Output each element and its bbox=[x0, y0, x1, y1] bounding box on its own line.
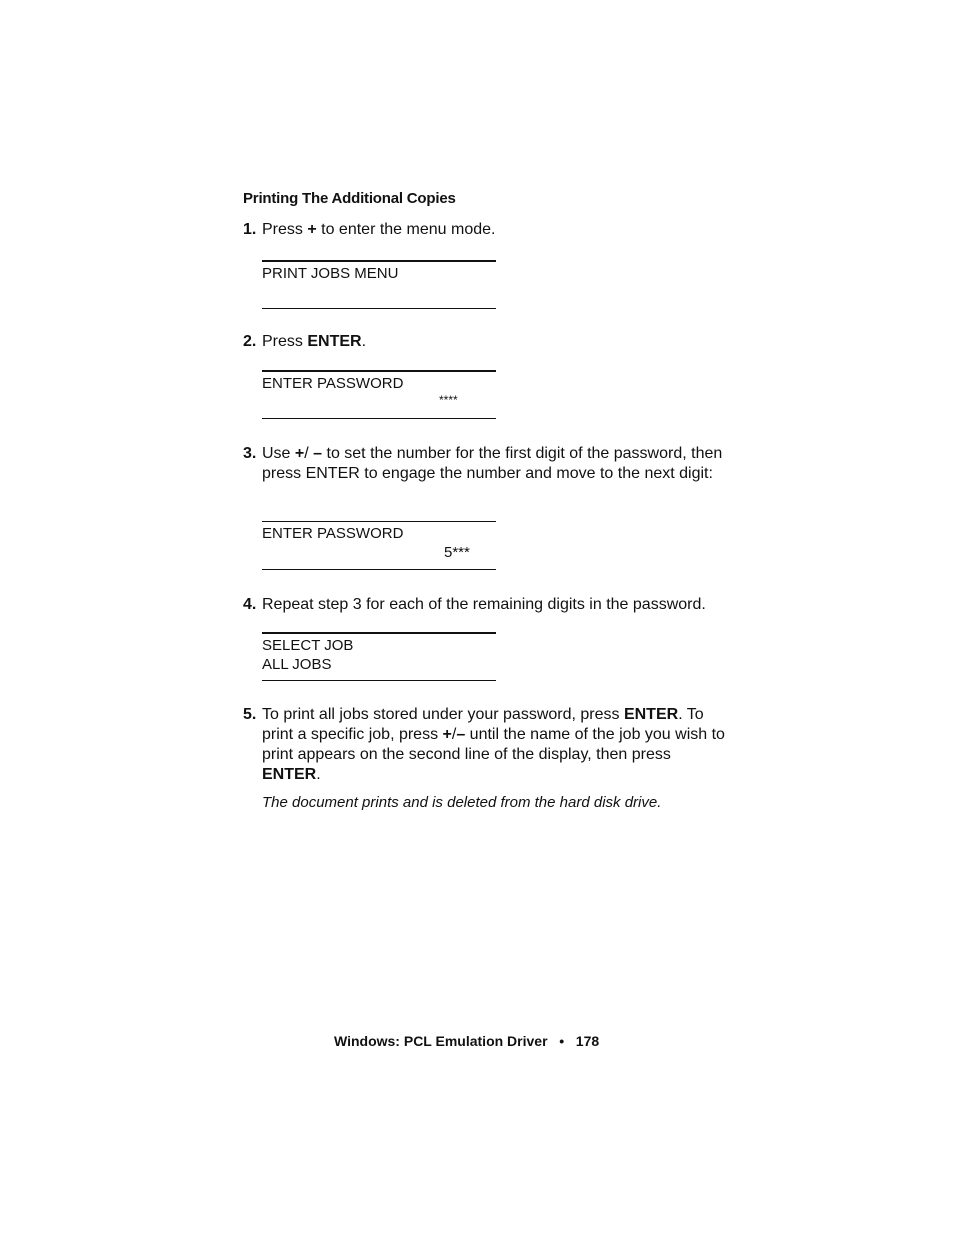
step-text: Repeat step 3 for each of the remaining digits in the password. bbox=[262, 596, 706, 613]
step-2 bbox=[243, 332, 733, 352]
step-number: 3. bbox=[243, 445, 257, 462]
display-line-1: ENTER PASSWORD bbox=[262, 375, 404, 392]
lcd-display-1 bbox=[262, 260, 496, 309]
step-3 bbox=[243, 444, 733, 484]
footer-bullet: • bbox=[559, 1033, 565, 1049]
step-text: Press + to enter the menu mode. bbox=[262, 221, 496, 238]
step-5 bbox=[243, 705, 733, 785]
step-number: 5. bbox=[243, 706, 257, 723]
display-line-1: PRINT JOBS MENU bbox=[262, 265, 399, 282]
section-heading: Printing The Additional Copies bbox=[243, 190, 456, 207]
step-text: Use +/ – to set the number for the first digit of the password, then press ENTER to engage the number and move to the next digit: bbox=[262, 445, 723, 482]
step-number: 2. bbox=[243, 333, 257, 350]
page-number: 178 bbox=[575, 1033, 600, 1049]
footer-title: Windows: PCL Emulation Driver bbox=[334, 1033, 548, 1049]
step-number: 1. bbox=[243, 221, 257, 238]
step-4 bbox=[243, 595, 733, 615]
page-footer bbox=[334, 1033, 599, 1049]
step-text: Press ENTER. bbox=[262, 333, 367, 350]
display-line-2: ALL JOBS bbox=[262, 656, 332, 673]
step-text: To print all jobs stored under your password, press ENTER. To print a specific job, press +/– until the name of the job you wish to print appears on the second line of the display, then press ENTER. bbox=[262, 706, 725, 783]
display-line-2: 5*** bbox=[444, 544, 470, 561]
display-line-1: SELECT JOB bbox=[262, 637, 354, 654]
display-line-1: ENTER PASSWORD bbox=[262, 525, 404, 542]
result-note: The document prints and is deleted from the hard disk drive. bbox=[262, 794, 662, 811]
display-line-2: **** bbox=[439, 393, 458, 407]
step-number: 4. bbox=[243, 596, 257, 613]
lcd-display-4 bbox=[262, 632, 496, 681]
step-1 bbox=[243, 220, 733, 240]
lcd-display-2 bbox=[262, 370, 496, 419]
lcd-display-3 bbox=[262, 521, 496, 570]
